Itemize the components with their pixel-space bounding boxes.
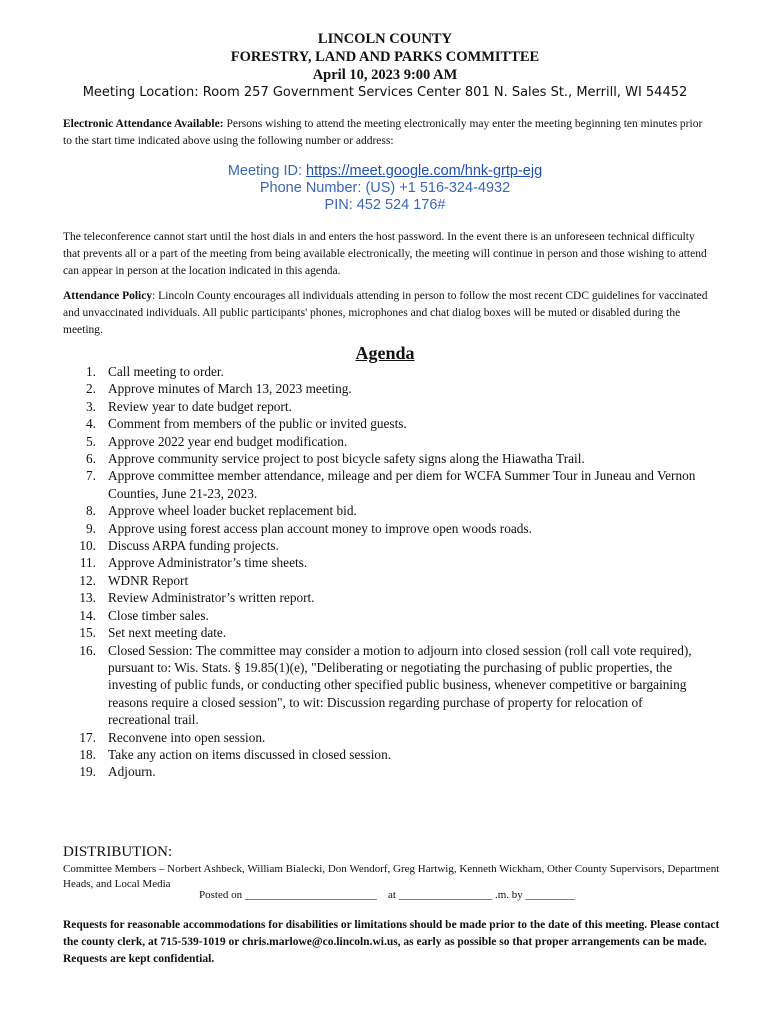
agenda-item-text: Call meeting to order. bbox=[108, 364, 224, 379]
county-name: LINCOLN COUNTY bbox=[317, 31, 453, 47]
posted-on-line: Posted on ________________________ bbox=[199, 889, 377, 901]
agenda-item-text: Review year to date budget report. bbox=[108, 398, 292, 414]
agenda-item bbox=[63, 520, 703, 537]
attendance-policy-paragraph bbox=[63, 288, 713, 339]
agenda-item-number: 17. bbox=[79, 729, 96, 745]
agenda-item bbox=[63, 363, 703, 380]
agenda-item-number: 6. bbox=[86, 451, 96, 467]
agenda-item bbox=[63, 467, 703, 502]
agenda-item bbox=[63, 572, 703, 589]
agenda-item-number: 8. bbox=[86, 503, 96, 519]
agenda-item bbox=[63, 642, 703, 729]
agenda-list bbox=[63, 363, 703, 781]
agenda-item-number: 12. bbox=[79, 572, 96, 588]
agenda-item bbox=[63, 433, 703, 450]
meeting-date: April 10, 2023 9:00 AM bbox=[312, 67, 458, 83]
agenda-item-number: 4. bbox=[86, 416, 96, 432]
agenda-item bbox=[63, 380, 703, 397]
attendance-policy-label: Attendance Policy bbox=[63, 290, 153, 302]
agenda-item-number: 3. bbox=[86, 398, 96, 414]
agenda-item-number: 9. bbox=[86, 520, 96, 536]
meeting-location: Meeting Location: Room 257 Government Services Center 801 N. Sales St., Merrill, WI 54452 bbox=[82, 85, 688, 100]
agenda-item bbox=[63, 537, 703, 554]
agenda-item-number: 18. bbox=[79, 746, 96, 762]
agenda-item bbox=[63, 554, 703, 571]
agenda-item bbox=[63, 502, 703, 519]
agenda-item bbox=[63, 589, 703, 606]
agenda-item-number: 5. bbox=[86, 433, 96, 449]
agenda-item-number: 13. bbox=[79, 590, 96, 606]
agenda-item-text: WDNR Report bbox=[108, 572, 189, 588]
distribution-members: Committee Members – Norbert Ashbeck, William Bialecki, Don Wendorf, Greg Hartwig, Kenneth Wickham, Other County Supervisors, Department Heads, and Local Media bbox=[63, 863, 720, 890]
agenda-item bbox=[63, 729, 703, 746]
agenda-item-text: Reconvene into open session. bbox=[108, 729, 266, 745]
agenda-item-number: 19. bbox=[79, 764, 96, 780]
electronic-attendance-paragraph bbox=[63, 116, 713, 150]
agenda-item bbox=[63, 607, 703, 624]
agenda-item-text: Approve minutes of March 13, 2023 meeting. bbox=[108, 381, 352, 397]
attendance-policy-text: : Lincoln County encourages all individuals attending in person to follow the most recent CDC guidelines for vaccinated and unvaccinated individuals. All public participants' phones, microphones and chat dialog boxes will be muted or disabled during the meeting. bbox=[63, 290, 708, 336]
meeting-pin: PIN: 452 524 176# bbox=[324, 197, 446, 213]
agenda-item-text: Comment from members of the public or invited guests. bbox=[108, 416, 407, 432]
committee-name: FORESTRY, LAND AND PARKS COMMITTEE bbox=[230, 49, 540, 65]
agenda-item bbox=[63, 746, 703, 763]
agenda-item-text: Discuss ARPA funding projects. bbox=[108, 538, 279, 554]
agenda-item-text: Approve Administrator’s time sheets. bbox=[108, 555, 308, 571]
agenda-item bbox=[63, 450, 703, 467]
agenda-item bbox=[63, 415, 703, 432]
meeting-id-label: Meeting ID: bbox=[227, 163, 306, 179]
agenda-item-number: 15. bbox=[79, 625, 96, 641]
agenda-item-number: 16. bbox=[79, 642, 96, 658]
teleconference-paragraph: The teleconference cannot start until the host dials in and enters the host password. In the event there is an unforeseen technical difficulty that prevents all or a part of the meeting from being available electronically, the meeting will continue in person and those wishing to attend can appear in person at the location indicated in this agenda. bbox=[63, 231, 707, 277]
electronic-attendance-label: Electronic Attendance Available: bbox=[63, 118, 224, 130]
agenda-item-text: Adjourn. bbox=[108, 764, 156, 780]
agenda-item-text: Approve wheel loader bucket replacement bid. bbox=[108, 503, 357, 519]
accommodation-requests: Requests for reasonable accommodations for disabilities or limitations should be made prior to the date of this meeting. Please contact the county clerk, at 715-539-1019 or chris.marlowe@co.lincoln.wi.us, as early as possible so that proper arrangements can be made. Requests are kept confidential. bbox=[63, 919, 720, 965]
agenda-item-number: 1. bbox=[86, 364, 96, 379]
agenda-title: Agenda bbox=[355, 343, 415, 363]
agenda-item-text: Approve using forest access plan account money to improve open woods roads. bbox=[108, 520, 532, 536]
agenda-item-text: Take any action on items discussed in closed session. bbox=[108, 746, 392, 762]
agenda-item-text: Approve 2022 year end budget modification. bbox=[108, 433, 348, 449]
agenda-item-text: Approve committee member attendance, mileage and per diem for WCFA Summer Tour in Juneau and Vernon Counties, June 21-23, 2023. bbox=[108, 468, 696, 501]
meeting-id-line bbox=[0, 163, 770, 180]
agenda-item-number: 7. bbox=[86, 468, 96, 484]
agenda-item-number: 11. bbox=[79, 555, 96, 571]
agenda-item-number: 2. bbox=[86, 381, 96, 397]
agenda-item-text: Close timber sales. bbox=[108, 607, 209, 623]
agenda-item-text: Closed Session: The committee may consider a motion to adjourn into closed session (roll call vote required), pursuant to: Wis. Stats. § 19.85(1)(e), "Deliberating or negotiating the purchasing of public properties, the investing of public funds, or conducting other specified public business, whenever competitive or bargaining reasons require a closed session", to wit: Discussion regarding purchase of property for relocation of recreational trail. bbox=[108, 642, 692, 728]
agenda-item-text: Approve community service project to post bicycle safety signs along the Hiawatha Trail. bbox=[108, 451, 585, 467]
distribution-title: DISTRIBUTION: bbox=[63, 844, 173, 860]
agenda-item-number: 14. bbox=[79, 607, 96, 623]
posted-at-line: at _________________ .m. by _________ bbox=[388, 889, 575, 901]
agenda-item bbox=[63, 624, 703, 641]
meeting-link[interactable]: https://meet.google.com/hnk-grtp-ejg bbox=[306, 163, 543, 179]
agenda-item bbox=[63, 763, 703, 780]
agenda-item-text: Review Administrator’s written report. bbox=[108, 590, 315, 606]
agenda-item-number: 10. bbox=[79, 538, 96, 554]
electronic-attendance-text: Persons wishing to attend the meeting electronically may enter the meeting beginning ten minutes prior to the start time indicated above using the following number or address: bbox=[63, 118, 703, 147]
agenda-item-text: Set next meeting date. bbox=[108, 625, 227, 641]
agenda-item bbox=[63, 398, 703, 415]
phone-number: Phone Number: (US) +1 516-324-4932 bbox=[259, 180, 511, 196]
